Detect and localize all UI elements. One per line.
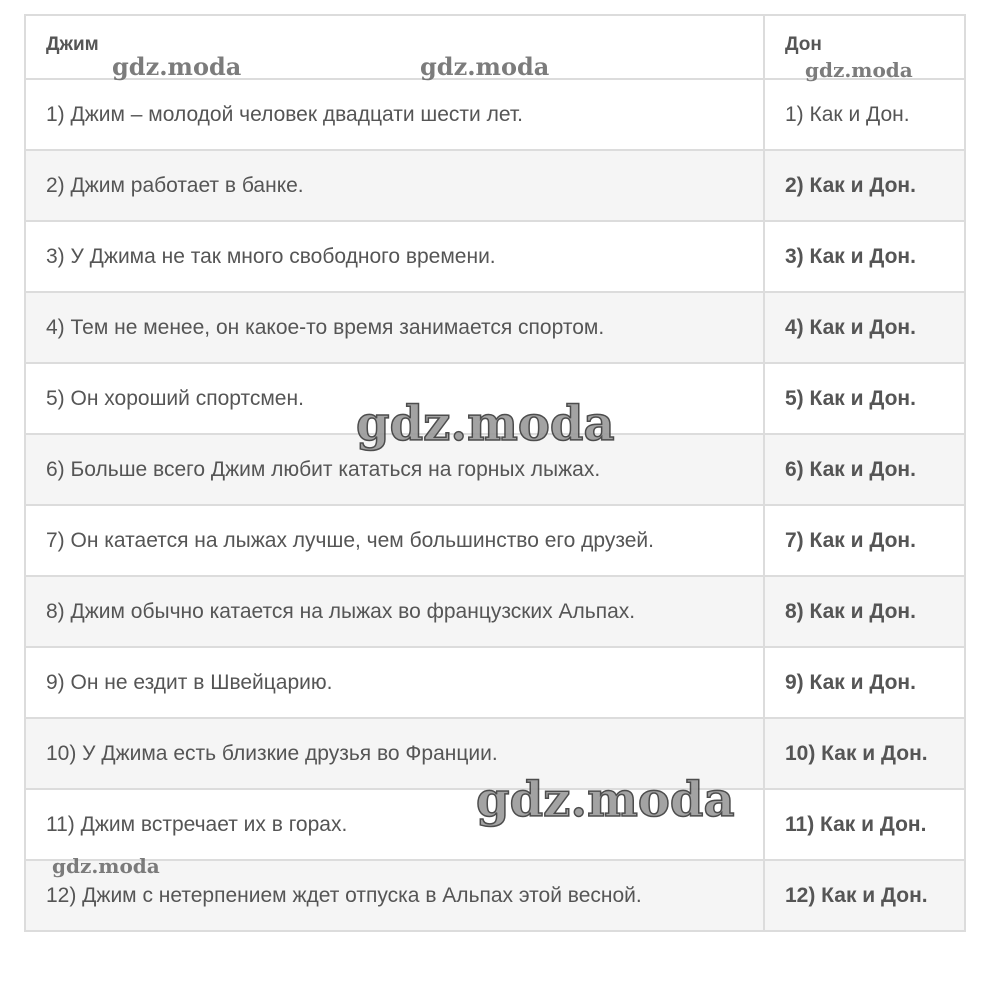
- don-cell: 9) Как и Дон.: [785, 670, 916, 694]
- don-cell: 7) Как и Дон.: [785, 528, 916, 552]
- watermark: gdz.moda: [805, 58, 913, 82]
- table-row: [26, 575, 964, 646]
- jim-cell: 7) Он катается на лыжах лучше, чем большинство его друзей.: [26, 506, 765, 575]
- table-row: [26, 504, 964, 575]
- table-row: [26, 78, 964, 149]
- jim-cell: 12) Джим с нетерпением ждет отпуска в Альпах этой весной.: [26, 861, 765, 930]
- jim-cell: 1) Джим – молодой человек двадцати шести лет.: [26, 80, 765, 149]
- don-cell: 6) Как и Дон.: [785, 457, 916, 481]
- jim-cell: 2) Джим работает в банке.: [26, 151, 765, 220]
- don-cell: 4) Как и Дон.: [785, 315, 916, 339]
- table-row: [26, 859, 964, 930]
- table-row: [26, 646, 964, 717]
- watermark: gdz.moda: [356, 396, 615, 452]
- jim-cell: 8) Джим обычно катается на лыжах во французских Альпах.: [26, 577, 765, 646]
- don-cell: 11) Как и Дон.: [785, 812, 927, 836]
- jim-cell: 5) Он хороший спортсмен.: [26, 364, 765, 433]
- table-row: [26, 717, 964, 788]
- table-row: [26, 291, 964, 362]
- don-cell: 8) Как и Дон.: [785, 599, 916, 623]
- don-cell: 10) Как и Дон.: [785, 741, 928, 765]
- header-jim: Джим: [26, 16, 765, 78]
- comparison-table: [24, 14, 966, 932]
- jim-cell: 4) Тем не менее, он какое-то время занимается спортом.: [26, 293, 765, 362]
- don-cell: 3) Как и Дон.: [785, 244, 916, 268]
- don-cell: 5) Как и Дон.: [785, 386, 916, 410]
- jim-cell: 11) Джим встречает их в горах.: [26, 790, 765, 859]
- watermark: gdz.moda: [420, 52, 550, 81]
- jim-cell: 3) У Джима не так много свободного времени.: [26, 222, 765, 291]
- watermark: gdz.moda: [52, 854, 160, 878]
- don-cell: 12) Как и Дон.: [785, 883, 928, 907]
- table-row: [26, 220, 964, 291]
- header-don: Дон: [785, 34, 822, 55]
- jim-cell: 6) Больше всего Джим любит кататься на горных лыжах.: [26, 435, 765, 504]
- watermark: gdz.moda: [112, 52, 242, 81]
- jim-cell: 10) У Джима есть близкие друзья во Франции.: [26, 719, 765, 788]
- jim-cell: 9) Он не ездит в Швейцарию.: [26, 648, 765, 717]
- don-cell: 2) Как и Дон.: [785, 173, 916, 197]
- watermark: gdz.moda: [476, 772, 735, 828]
- don-cell: 1) Как и Дон.: [785, 102, 910, 126]
- table-header-row: [26, 16, 964, 78]
- table-row: [26, 149, 964, 220]
- table-row: [26, 788, 964, 859]
- table-row: [26, 433, 964, 504]
- table-row: [26, 362, 964, 433]
